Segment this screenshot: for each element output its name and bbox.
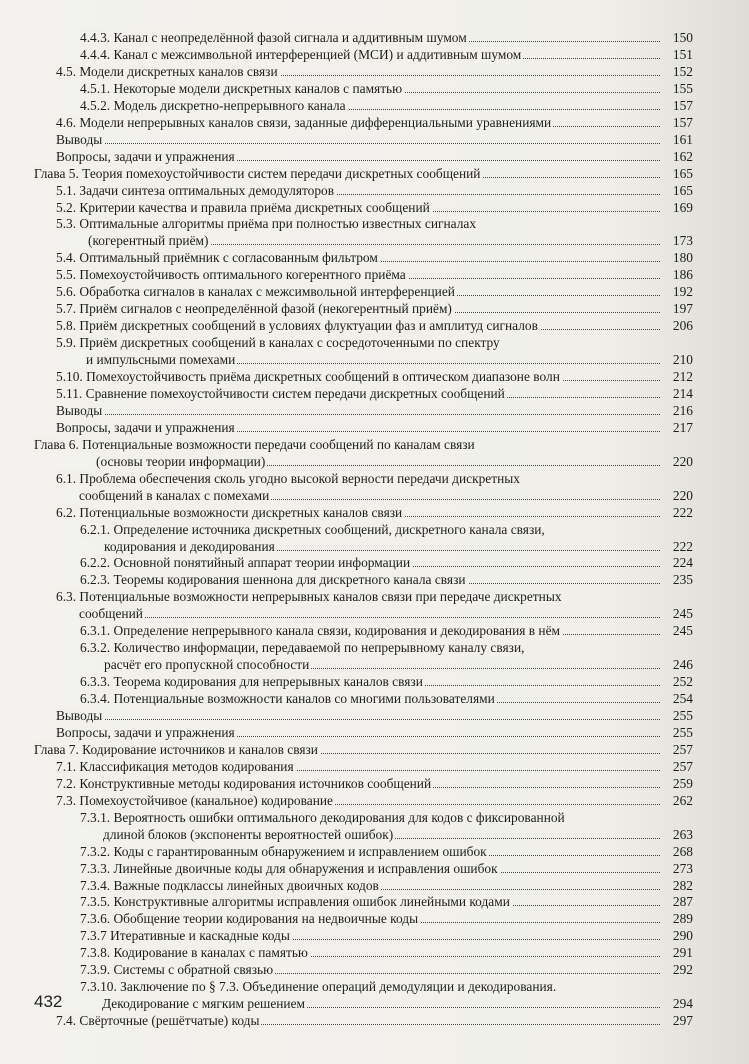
toc-entry-title: 4.6. Модели непрерывных каналов связи, заданные дифференциальными уравнениями: [56, 114, 552, 130]
toc-entry: [0, 1012, 749, 1029]
toc-entry: [0, 317, 749, 334]
toc-entry-page: 245: [672, 623, 693, 639]
toc-entry: [0, 63, 749, 80]
toc-entry-title: Глава 5. Теория помехоустойчивости систем передачи дискретных сообщений: [34, 165, 481, 181]
toc-entry: [0, 80, 749, 97]
toc-entry-title: 7.3.4. Важные подклассы линейных двоичных кодов: [80, 877, 379, 893]
toc-entry: [0, 961, 749, 978]
toc-entry-title: 7.4. Свёрточные (решётчатые) коды: [56, 1013, 260, 1029]
toc-entry-title: 7.3.5. Конструктивные алгоритмы исправления ошибок линейными кодами: [80, 894, 510, 910]
page-number: 432: [34, 992, 63, 1011]
toc-entry: [0, 199, 749, 216]
toc-entry-page: 235: [672, 572, 693, 588]
toc-entry-page: 220: [672, 453, 693, 469]
toc-entry-page: 157: [672, 114, 693, 130]
toc-entry-title: Декодирование с мягким решением: [102, 996, 306, 1012]
toc-entry: [0, 571, 749, 588]
toc-entry-page: 262: [672, 792, 693, 808]
toc-entry-title: 7.3. Помехоустойчивое (канальное) кодирование: [56, 792, 333, 808]
toc-entry-page: 216: [672, 402, 693, 418]
toc-entry-title: 5.3. Оптимальные алгоритмы приёма при полностью известных сигналах: [56, 216, 477, 232]
toc-entry: [0, 758, 749, 775]
toc-entry: [0, 283, 749, 300]
toc-entry-title: 6.3. Потенциальные возможности непрерывных каналов связи при передаче дискретных: [56, 589, 562, 605]
toc-entry-title: 4.4.3. Канал с неопределённой фазой сигнала и аддитивным шумом: [80, 30, 467, 45]
toc-entry-page: 206: [672, 318, 693, 334]
toc-entry-title: 6.3.1. Определение непрерывного канала связи, кодирования и декодирования в нём: [80, 623, 561, 639]
toc-entry-page: 192: [672, 284, 693, 300]
toc-entry-title: 5.11. Сравнение помехоустойчивости систем передачи дискретных сообщений: [56, 385, 505, 401]
toc-entry-page: 268: [672, 843, 693, 859]
toc-entry-title: 5.7. Приём сигналов с неопределённой фазой (некогерентный приём): [56, 301, 452, 317]
toc-entry: [0, 29, 749, 46]
toc-entry-page: 220: [672, 487, 693, 503]
toc-entry: [0, 182, 749, 199]
toc-entry: [0, 504, 749, 521]
toc-entry-title: 4.4.4. Канал с межсимвольной интерференцией (МСИ) и аддитивным шумом: [80, 46, 522, 62]
toc-entry: [0, 809, 749, 826]
toc-entry-title: 5.10. Помехоустойчивость приёма дискретных сообщений в оптическом диапазоне волн: [56, 369, 560, 384]
toc-entry-page: 297: [672, 1013, 693, 1029]
toc-entry-title: длиной блоков (экспоненты вероятностей ошибок): [103, 826, 394, 842]
toc-entry: [0, 436, 749, 453]
toc-entry-title: 6.1. Проблема обеспечения сколь угодно высокой верности передачи дискретных: [56, 470, 520, 486]
toc-entry-title: 6.2.2. Основной понятийный аппарат теории информации: [80, 555, 411, 571]
toc-entry-page: 186: [672, 267, 693, 283]
toc-entry-title: 7.3.1. Вероятность ошибки оптимального декодирования для кодов с фиксированной: [80, 809, 565, 825]
toc-entry-title: 7.3.8. Кодирование в каналах с памятью: [80, 945, 308, 961]
toc-entry: [0, 944, 749, 961]
toc-entry-title: 6.2.1. Определение источника дискретных сообщений, дискретного канала связи,: [80, 521, 545, 537]
toc-entry-page: 165: [672, 165, 693, 181]
toc-entry: [0, 877, 749, 894]
toc-entry: [0, 673, 749, 690]
toc-entry-title: 4.5. Модели дискретных каналов связи: [56, 63, 278, 79]
toc-entry-title: 6.3.4. Потенциальные возможности каналов со многими пользователями: [80, 691, 495, 707]
toc-entry-title: (основы теории информации): [96, 453, 266, 469]
toc-entry-page: 222: [672, 504, 693, 520]
toc-entry-title: Выводы: [56, 708, 103, 723]
toc-entry-title: 7.3.6. Обобщение теории кодирования на недвоичные коды: [80, 911, 419, 927]
toc-entry: [0, 978, 749, 995]
toc-entry: [0, 165, 749, 182]
toc-entry: [0, 300, 749, 317]
toc-entry: [0, 470, 749, 487]
toc-entry: [0, 215, 749, 232]
toc-entry-title: 5.8. Приём дискретных сообщений в условиях флуктуации фаз и амплитуд сигналов: [56, 318, 538, 334]
toc-entry: [0, 656, 749, 673]
toc-entry-title: 6.3.3. Теорема кодирования для непрерывных каналов связи: [80, 674, 423, 690]
toc-entry: [0, 775, 749, 792]
toc-entry-title: 5.1. Задачи синтеза оптимальных демодуляторов: [56, 182, 335, 198]
toc-entry-title: Выводы: [56, 131, 103, 147]
toc-entry-title: (когерентный приём): [88, 233, 209, 249]
toc-entry: [0, 131, 749, 148]
toc-entry-title: 5.4. Оптимальный приёмник с согласованным фильтром: [56, 250, 378, 266]
toc-entry: [0, 588, 749, 605]
toc-entry-page: 217: [672, 419, 693, 435]
toc-dot-leader: [79, 605, 660, 618]
toc-entry: [0, 995, 749, 1012]
toc-entry-page: 290: [672, 928, 693, 944]
toc-entry-title: 7.3.3. Линейные двоичные коды для обнаружения и исправления ошибок: [80, 860, 498, 876]
toc-entry-title: 4.5.2. Модель дискретно-непрерывного канала: [80, 97, 346, 113]
toc-entry-page: 214: [672, 385, 693, 401]
toc-entry-page: 259: [672, 775, 693, 791]
toc-entry: [0, 605, 749, 622]
toc-entry: [0, 927, 749, 944]
toc-entry-title: 6.3.2. Количество информации, передаваемой по непрерывному каналу связи,: [80, 640, 525, 656]
toc-entry-title: Вопросы, задачи и упражнения: [56, 724, 235, 740]
toc-entry-page: 255: [672, 724, 693, 740]
toc-entry-title: 5.5. Помехоустойчивость оптимального когерентного приёма: [56, 267, 406, 283]
toc-entry-page: 254: [672, 691, 693, 707]
toc-entry: [0, 97, 749, 114]
toc-entry: [0, 351, 749, 368]
toc-entry-page: 245: [672, 606, 693, 622]
toc-entry: [0, 487, 749, 504]
toc-entry-page: 155: [672, 80, 693, 96]
toc-entry: [0, 724, 749, 741]
toc-entry-title: Глава 6. Потенциальные возможности передачи сообщений по каналам связи: [34, 436, 475, 452]
toc-entry: [0, 690, 749, 707]
toc-entry: [0, 402, 749, 419]
toc-entry-title: Выводы: [56, 402, 103, 418]
toc-entry-page: 291: [672, 945, 693, 961]
toc-entry-title: 7.3.9. Системы с обратной связью: [80, 962, 274, 978]
toc-entry-title: сообщений: [79, 606, 143, 622]
toc-entry-title: 5.2. Критерии качества и правила приёма дискретных сообщений: [56, 199, 430, 215]
toc-entry: [0, 707, 749, 724]
toc-entry-page: 197: [672, 301, 693, 317]
toc-entry-page: 257: [672, 758, 693, 774]
toc-entry-page: 180: [672, 250, 693, 266]
toc-entry-page: 152: [672, 63, 693, 79]
toc-entry-title: 7.2. Конструктивные методы кодирования источников сообщений: [56, 775, 432, 791]
toc-entry-page: 157: [672, 97, 693, 113]
toc-entry-page: 173: [672, 233, 693, 249]
toc-entry-page: 150: [672, 30, 693, 45]
toc-entry-page: 255: [672, 708, 693, 723]
toc-dot-leader: [56, 402, 660, 415]
toc-entry: [0, 453, 749, 470]
toc-entry: [0, 266, 749, 283]
toc-entry: [0, 46, 749, 63]
toc-entry-title: 4.5.1. Некоторые модели дискретных каналов с памятью: [80, 80, 403, 96]
toc-entry-page: 252: [672, 674, 693, 690]
toc-entry: [0, 843, 749, 860]
toc-entry-title: 7.3.7 Итеративные и каскадные коды: [80, 928, 290, 944]
toc-entry-page: 263: [672, 826, 693, 842]
toc-entry-page: 162: [672, 148, 693, 164]
toc-entry-page: 294: [672, 996, 693, 1012]
toc-entry-page: 282: [672, 877, 693, 893]
toc-entry: [0, 639, 749, 656]
toc-entry: [0, 741, 749, 758]
toc-entry-page: 210: [672, 352, 693, 368]
toc-entry-title: 5.6. Обработка сигналов в каналах с межсимвольной интерференцией: [56, 284, 455, 300]
toc-entry: [0, 249, 749, 266]
toc-entry-page: 289: [672, 911, 693, 927]
toc-entry: [0, 860, 749, 877]
toc-entry-page: 169: [672, 199, 693, 215]
toc-entry-page: 165: [672, 182, 693, 198]
toc-entry: [0, 385, 749, 402]
toc-entry: [0, 826, 749, 843]
toc-entry: [0, 232, 749, 249]
toc-entry-title: кодирования и декодирования: [104, 538, 275, 554]
toc-entry-title: и импульсными помехами: [86, 352, 236, 368]
toc-entry: [0, 114, 749, 131]
toc-entry-page: 222: [672, 538, 693, 554]
toc-entry: [0, 521, 749, 538]
toc-entry-title: Вопросы, задачи и упражнения: [56, 148, 235, 164]
toc-entry-title: Вопросы, задачи и упражнения: [56, 419, 235, 435]
toc-entry-page: 273: [672, 860, 693, 876]
toc-entry-title: сообщений в каналах с помехами: [79, 487, 270, 503]
toc-entry-title: 6.2.3. Теоремы кодирования шеннона для дискретного канала связи: [80, 572, 466, 588]
toc-entry: [0, 368, 749, 385]
toc-entry-title: расчёт его пропускной способности: [104, 657, 310, 673]
toc-entry-page: 224: [672, 555, 693, 571]
toc-entry-title: 7.3.2. Коды с гарантированным обнаружением и исправлением ошибок: [80, 843, 487, 859]
toc-entry-page: 246: [672, 657, 693, 673]
toc-entry: [0, 148, 749, 165]
toc-entry-title: 5.9. Приём дискретных сообщений в каналах с сосредоточенными по спектру: [56, 335, 500, 351]
toc-entry-page: 212: [672, 369, 693, 384]
toc-entry-page: 292: [672, 962, 693, 978]
toc-entry: [0, 622, 749, 639]
toc-entry: [0, 893, 749, 910]
toc-dot-leader: [56, 707, 660, 720]
toc-entry: [0, 554, 749, 571]
toc-entry: [0, 792, 749, 809]
toc-entry-title: 7.1. Классификация методов кодирования: [56, 758, 294, 774]
toc-entry-page: 161: [672, 131, 693, 147]
toc-dot-leader: [56, 131, 660, 144]
toc-entry: [0, 419, 749, 436]
toc-entry: [0, 334, 749, 351]
toc-entry: [0, 910, 749, 927]
toc-entry-title: 7.3.10. Заключение по § 7.3. Объединение операций демодуляции и декодирования.: [80, 979, 557, 995]
toc-entry: [0, 538, 749, 555]
toc-entry-page: 287: [672, 894, 693, 910]
toc-entry-page: 151: [672, 46, 693, 62]
toc-entry-title: 6.2. Потенциальные возможности дискретных каналов связи: [56, 504, 403, 520]
toc-entry-title: Глава 7. Кодирование источников и каналов связи: [34, 741, 318, 757]
toc-entry-page: 257: [672, 741, 693, 757]
